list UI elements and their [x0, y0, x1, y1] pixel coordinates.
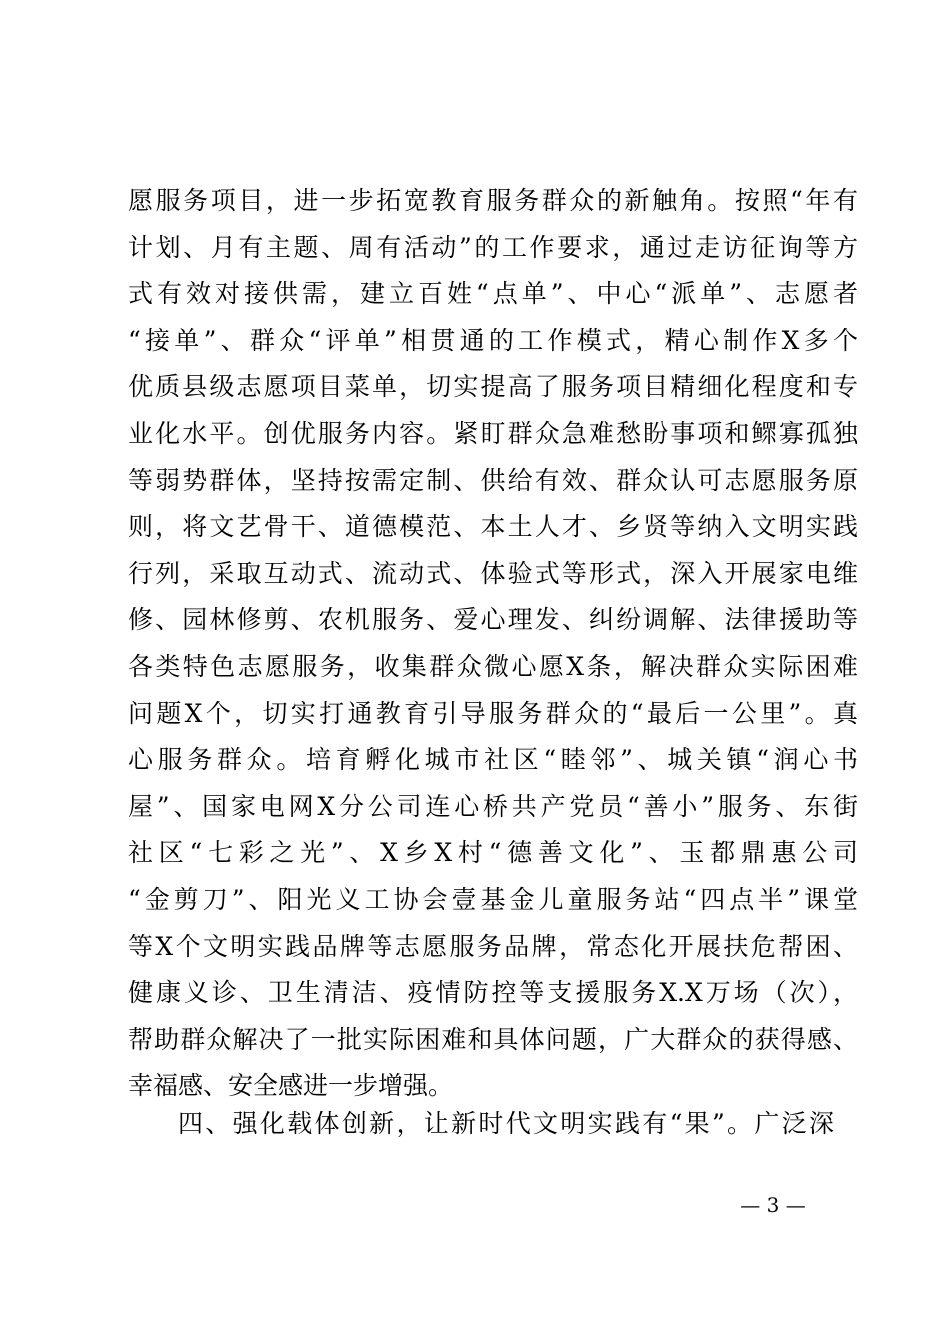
text-line: 业化水平。创优服务内容。紧盯群众急难愁盼事项和鳏寡孤独 — [128, 418, 858, 448]
text-line: 修、园林修剪、农机服务、爱心理发、纠纷调解、法律援助等 — [128, 605, 858, 635]
text-line-last: 幸福感、安全感进一步增强。 — [128, 1071, 454, 1101]
body-paragraph — [128, 178, 858, 1110]
text-line: 各类特色志愿服务，收集群众微心愿X条，解决群众实际困难 — [128, 651, 858, 681]
text-line: 帮助群众解决了一批实际困难和具体问题，广大群众的获得感、 — [128, 1024, 858, 1054]
page-number: — 3 — — [740, 1193, 806, 1217]
text-line: 行列，采取互动式、流动式、体验式等形式，深入开展家电维 — [128, 558, 858, 588]
text-line: 愿服务项目，进一步拓宽教育服务群众的新触角。按照“年有 — [128, 186, 858, 215]
text-line: “接单”、群众“评单”相贯通的工作模式，精心制作X多个 — [128, 325, 858, 355]
text-line: 屋”、国家电网X分公司连心桥共产党员“善小”服务、东街 — [128, 791, 858, 821]
text-line: 计划、月有主题、周有活动”的工作要求，通过走访征询等方 — [128, 232, 858, 262]
text-line: 等X个文明实践品牌等志愿服务品牌，常态化开展扶危帮困、 — [128, 931, 858, 961]
text-line: 问题X个，切实打通教育引导服务群众的“最后一公里”。真 — [128, 698, 858, 728]
text-line: 式有效对接供需，建立百姓“点单”、中心“派单”、志愿者 — [128, 279, 858, 309]
text-line: 优质县级志愿项目菜单，切实提高了服务项目精细化程度和专 — [128, 372, 858, 402]
section-heading: 四、强化载体创新，让新时代文明实践有“果”。广泛深 — [178, 1109, 834, 1138]
text-line: 健康义诊、卫生清洁、疫情防控等支援服务X.X万场（次）， — [128, 978, 858, 1008]
text-line: 心服务群众。培育孵化城市社区“睦邻”、城关镇“润心书 — [128, 745, 858, 775]
text-line: “金剪刀”、阳光义工协会壹基金儿童服务站“四点半”课堂 — [128, 884, 858, 914]
text-line: 则，将文艺骨干、道德模范、本土人才、乡贤等纳入文明实践 — [128, 512, 858, 542]
text-line: 社区“七彩之光”、X乡X村“德善文化”、玉都鼎惠公司 — [128, 838, 858, 868]
text-line: 等弱势群体，坚持按需定制、供给有效、群众认可志愿服务原 — [128, 465, 858, 495]
